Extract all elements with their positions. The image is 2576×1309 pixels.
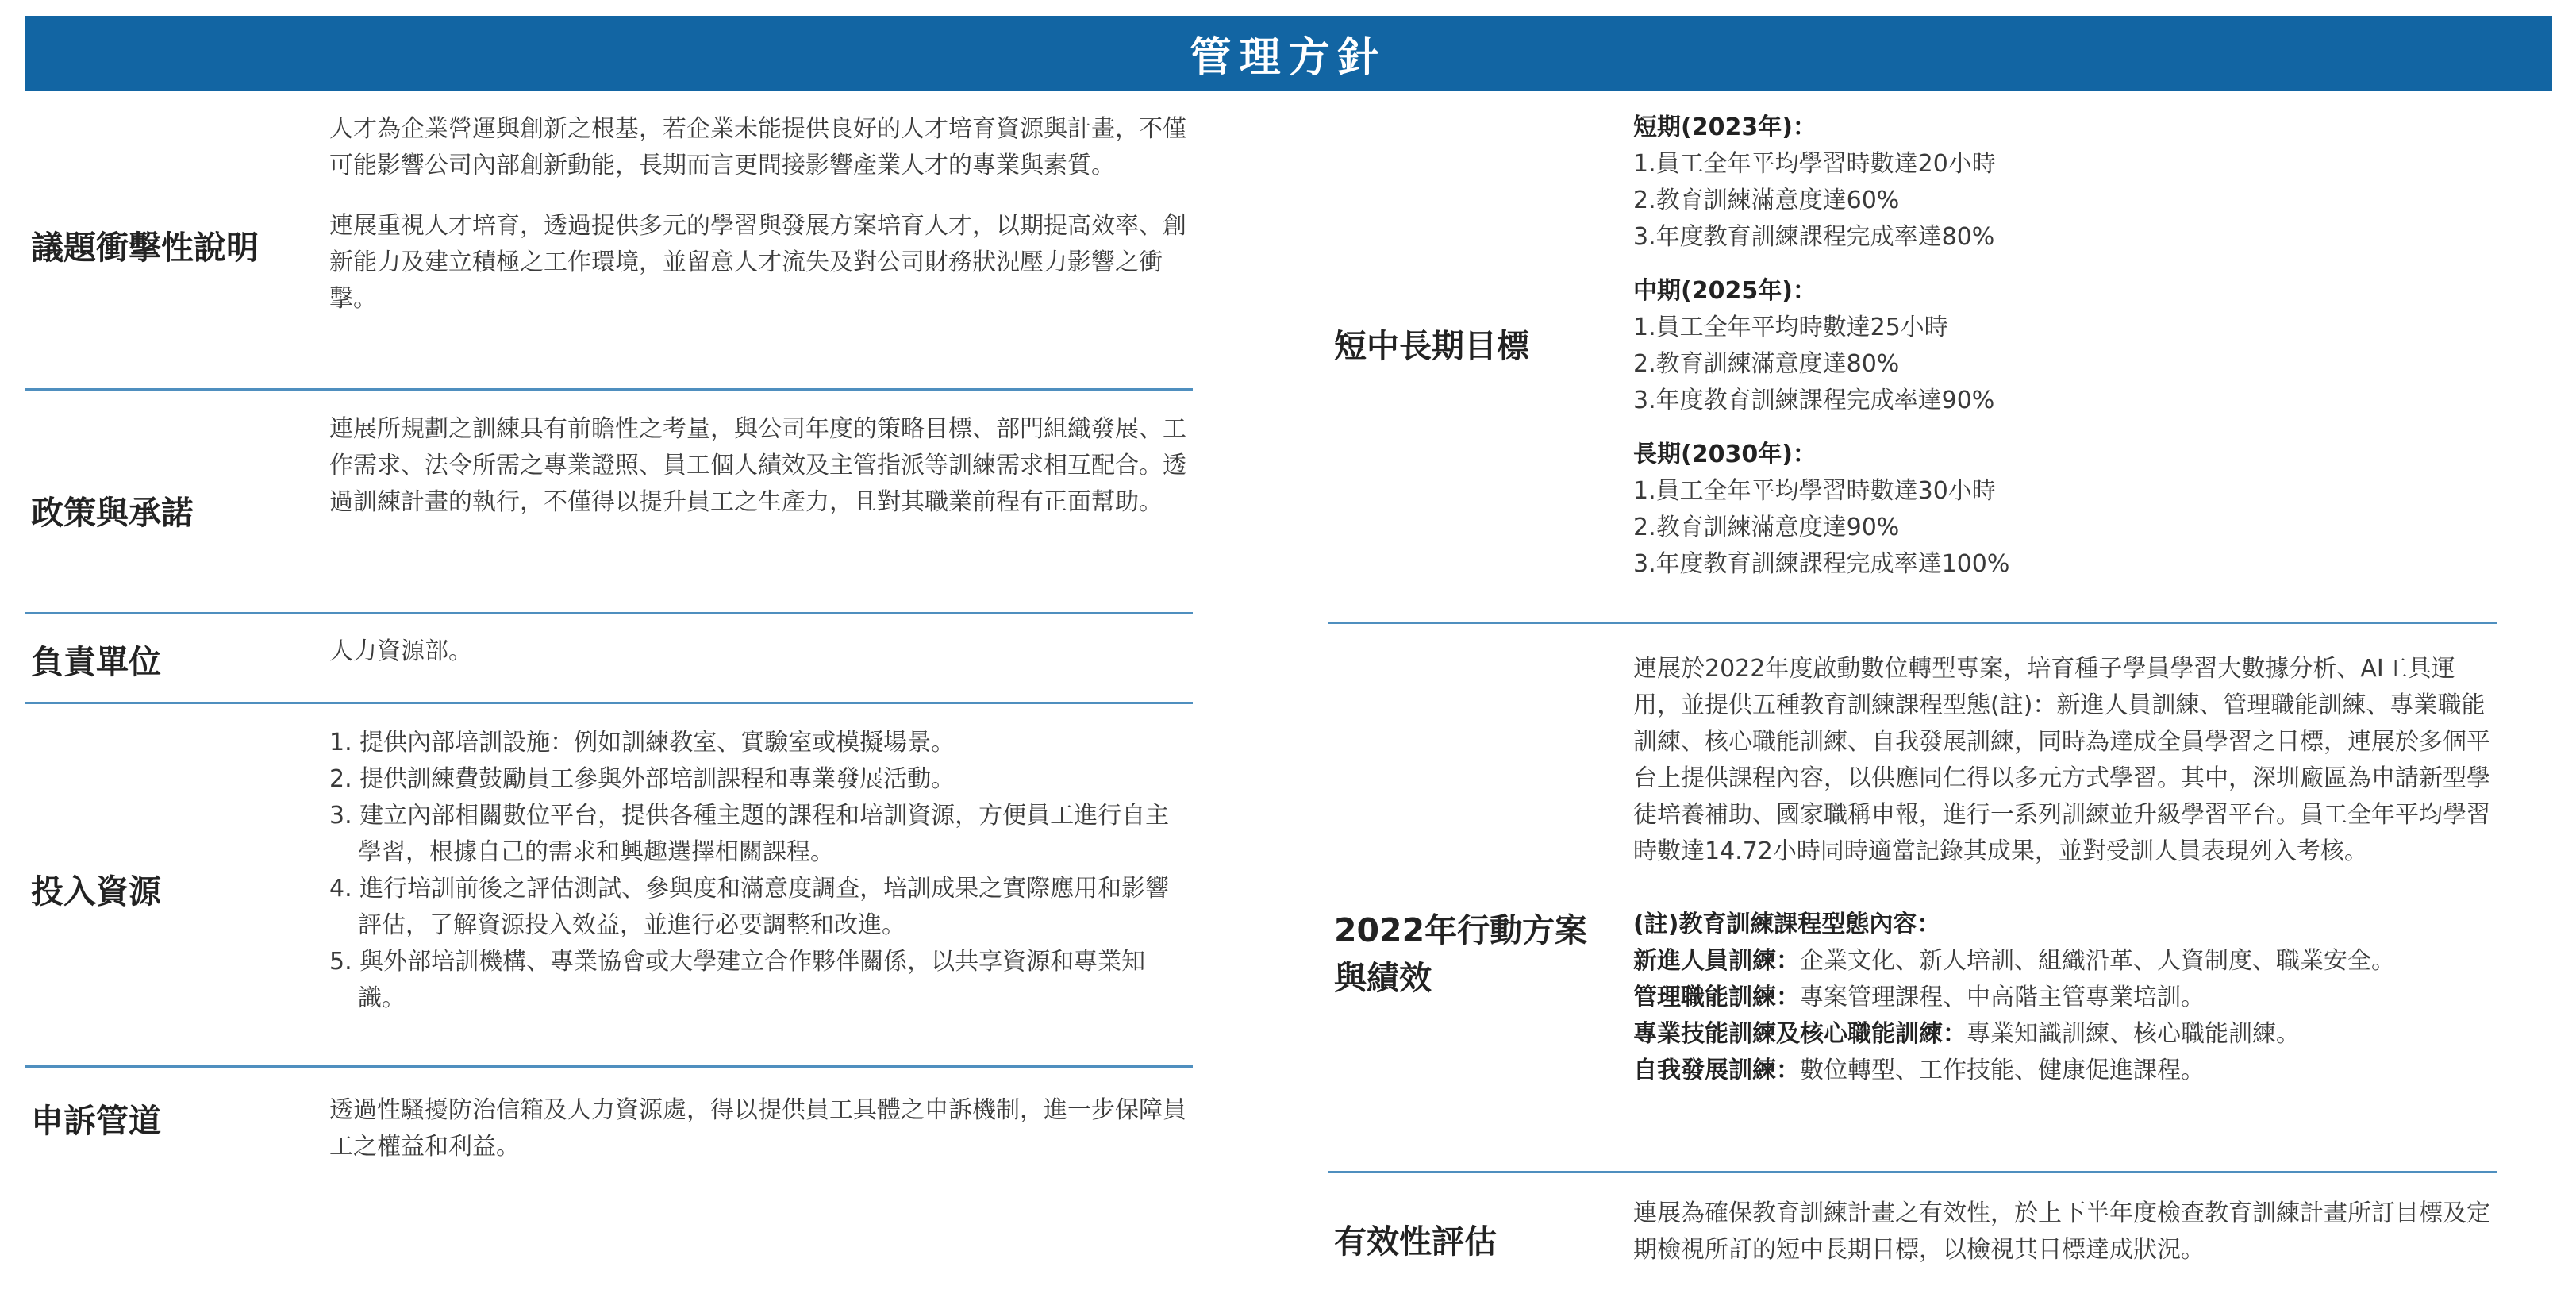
goal-item: 1.員工全年平均學習時數達30小時 [1633, 477, 1996, 505]
impact-paragraph: 人才為企業營運與創新之根基，若企業未能提供良好的人才培育資源與計畫，不僅可能影響公司內部創新動能，長期而言更間接影響產業人才的專業與素質。 [329, 115, 1186, 179]
actions-label-line: 2022年行動方案 [1334, 911, 1588, 949]
goal-item: 1.員工全年平均學習時數達20小時 [1633, 150, 1996, 178]
divider [25, 388, 1193, 391]
grievance-label: 申訴管道 [31, 1102, 161, 1140]
goal-block-short [1633, 110, 2497, 256]
grievance-content [329, 1092, 1193, 1165]
page-title: 管理方針 [1190, 34, 1387, 82]
goal-item: 3.年度教育訓練課程完成率達100% [1633, 550, 2010, 578]
impact-content [329, 111, 1193, 318]
evaluation-row [1328, 1195, 2497, 1307]
actions-label [1334, 907, 1587, 1002]
unit-text: 人力資源部。 [329, 637, 472, 665]
resources-content [329, 725, 1193, 1017]
resource-item: 5. 與外部培訓機構、專業協會或大學建立合作夥伴關係，以共享資源和專業知識。 [329, 948, 1146, 1012]
actions-text: 連展於2022年度啟動數位轉型專案，培育種子學員學習大數據分析、AI工具運用，並提供五種教育訓練課程型態(註)：新進人員訓練、管理職能訓練、專業職能訓練、核心職能訓練、自我發展訓練，同時為達成全員學習之目標，連展於多個平台上提供課程內容，以供應同仁得以多元方式學習。其中，深圳廠區為申請新型學徒培養補助、國家職稱申報，進行一系列訓練並升級學習平台。員工全年平均學習時數達14.72小時同時適當記錄其成果，並對受訓人員表現列入考核。 [1633, 655, 2490, 865]
divider [1328, 622, 2497, 624]
actions-content [1633, 651, 2497, 1089]
note-term: 新進人員訓練： [1633, 947, 1800, 975]
goal-item: 3.年度教育訓練課程完成率達90% [1633, 387, 1995, 414]
goal-item: 1.員工全年平均時數達25小時 [1633, 314, 1948, 341]
resource-item: 1. 提供內部培訓設施：例如訓練教室、實驗室或模擬場景。 [329, 729, 955, 757]
unit-content [329, 633, 1193, 670]
note-term: 專業技能訓練及核心職能訓練： [1633, 1020, 1967, 1048]
note-desc: 數位轉型、工作技能、健康促進課程。 [1800, 1057, 2205, 1084]
resource-item: 2. 提供訓練費鼓勵員工參與外部培訓課程和專業發展活動。 [329, 765, 955, 793]
divider [1328, 1171, 2497, 1173]
course-types-note [1633, 907, 2497, 1089]
divider [25, 702, 1193, 704]
note-desc: 專案管理課程、中高階主管專業培訓。 [1800, 984, 2205, 1011]
unit-label: 負責單位 [31, 643, 161, 681]
goal-title: 長期(2030年)： [1633, 441, 1817, 468]
goals-content [1633, 110, 2497, 583]
impact-row [25, 111, 1193, 397]
page-title-banner [25, 16, 2552, 91]
evaluation-label: 有效性評估 [1334, 1222, 1497, 1261]
note-item [1633, 1016, 2497, 1053]
goal-item: 3.年度教育訓練課程完成率達80% [1633, 223, 1995, 251]
grievance-text: 透過性騷擾防治信箱及人力資源處，得以提供員工具體之申訴機制，進一步保障員工之權益和利益。 [329, 1096, 1186, 1161]
resource-item: 4. 進行培訓前後之評估測試、參與度和滿意度調查，培訓成果之實際應用和影響評估，了解資源投入效益，並進行必要調整和改進。 [329, 875, 1170, 939]
note-term: 自我發展訓練： [1633, 1057, 1800, 1084]
divider [25, 612, 1193, 614]
actions-label-line: 與績效 [1334, 959, 1432, 997]
note-desc: 專業知識訓練、核心職能訓練。 [1967, 1020, 2300, 1048]
goal-title: 短期(2023年)： [1633, 114, 1817, 141]
note-term: 管理職能訓練： [1633, 984, 1800, 1011]
goal-item: 2.教育訓練滿意度達90% [1633, 514, 1900, 541]
actions-row [1328, 651, 2497, 1222]
evaluation-content [1633, 1195, 2497, 1269]
goal-item: 2.教育訓練滿意度達80% [1633, 350, 1900, 378]
note-item [1633, 980, 2497, 1016]
note-item [1633, 1053, 2497, 1089]
goal-title: 中期(2025年)： [1633, 277, 1817, 305]
resource-item: 3. 建立內部相關數位平台，提供各種主題的課程和培訓資源，方便員工進行自主學習，根據自己的需求和興趣選擇相關課程。 [329, 802, 1170, 866]
note-title: (註)教育訓練課程型態內容： [1633, 911, 1941, 938]
resources-label: 投入資源 [31, 872, 161, 911]
goal-item: 2.教育訓練滿意度達60% [1633, 187, 1900, 214]
resources-row [25, 725, 1193, 1122]
impact-paragraph: 連展重視人才培育，透過提供多元的學習與發展方案培育人才，以期提高效率、創新能力及建立積極之工作環境，並留意人才流失及對公司財務狀況壓力影響之衝擊。 [329, 212, 1186, 313]
grievance-row [25, 1092, 1193, 1188]
evaluation-text: 連展為確保教育訓練計畫之有效性，於上下半年度檢查教育訓練計畫所訂目標及定期檢視所訂的短中長期目標，以檢視其目標達成狀況。 [1633, 1199, 2490, 1264]
impact-label: 議題衝擊性說明 [31, 229, 259, 267]
note-item [1633, 943, 2497, 980]
goal-block-long [1633, 437, 2497, 583]
policy-label: 政策與承諾 [31, 494, 194, 532]
unit-row [25, 633, 1193, 697]
goals-label: 短中長期目標 [1334, 327, 1529, 365]
policy-text: 連展所規劃之訓練具有前瞻性之考量，與公司年度的策略目標、部門組織發展、工作需求、法令所需之專業證照、員工個人績效及主管指派等訓練需求相互配合。透過訓練計畫的執行，不僅得以提升員工之生產力，且對其職業前程有正面幫助。 [329, 415, 1186, 516]
policy-content [329, 411, 1193, 521]
divider [25, 1065, 1193, 1068]
note-desc: 企業文化、新人培訓、組織沿革、人資制度、職業安全。 [1800, 947, 2395, 975]
goal-block-mid [1633, 273, 2497, 419]
goals-row [1328, 110, 2497, 618]
